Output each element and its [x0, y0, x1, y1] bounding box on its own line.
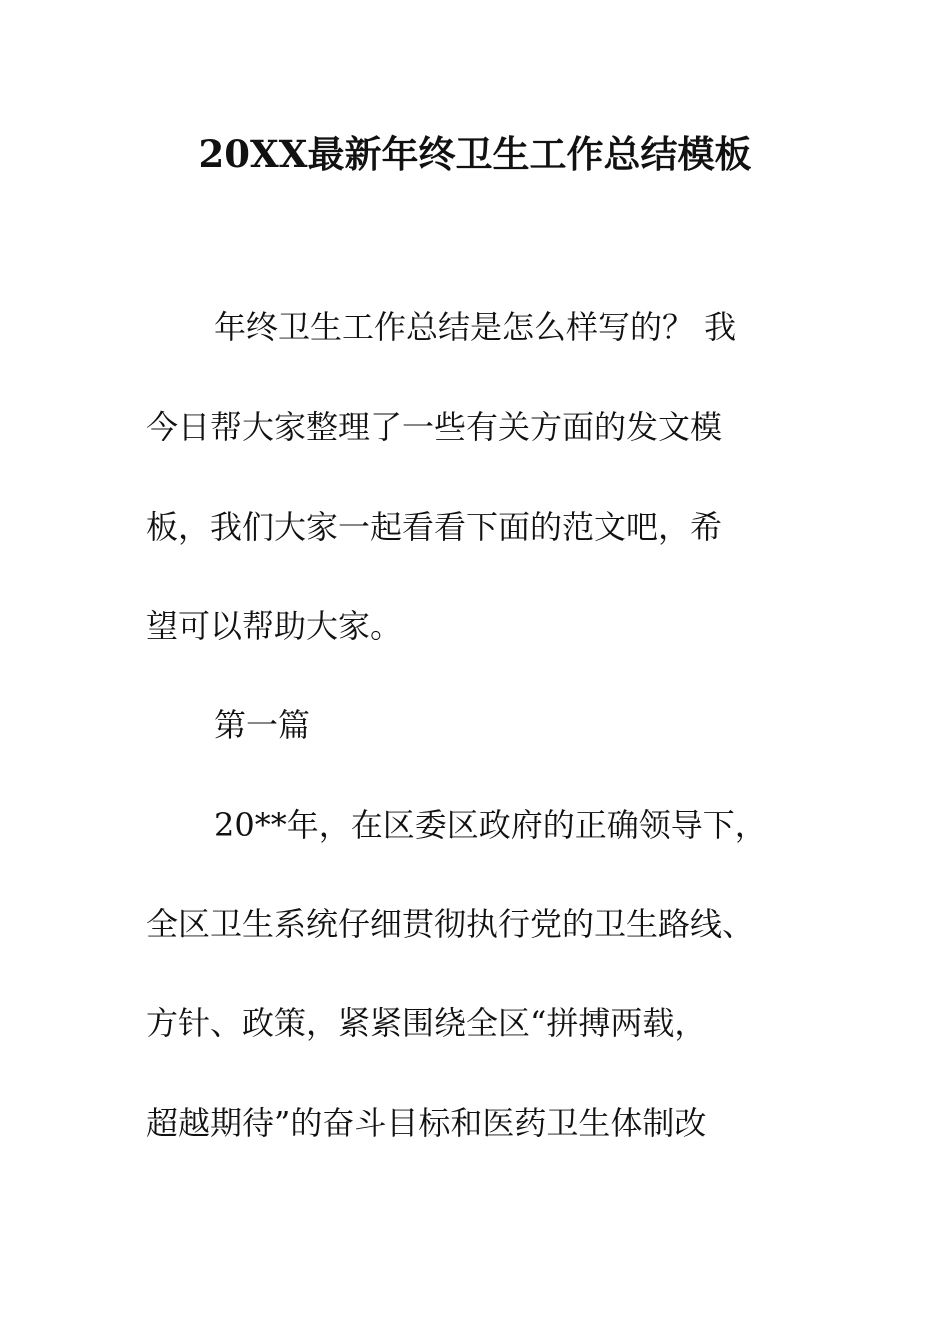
paragraph-line: 超越期待”的奋斗目标和医药卫生体制改 — [146, 1104, 707, 1142]
paragraph-line: 板，我们大家一起看看下面的范文吧，希 — [146, 508, 723, 546]
paragraph-line: 方针、政策，紧紧围绕全区“拼搏两载， — [146, 1004, 707, 1042]
paragraph-line: 全区卫生系统仔细贯彻执行党的卫生路线、 — [146, 905, 755, 943]
paragraph-line: 今日帮大家整理了一些有关方面的发文模 — [146, 408, 723, 446]
paragraph-line: 20**年，在区委区政府的正确领导下， — [214, 806, 767, 844]
document-title: 20XX最新年终卫生工作总结模板 — [198, 132, 752, 176]
paragraph-line: 望可以帮助大家。 — [146, 607, 403, 645]
paragraph-line: 年终卫生工作总结是怎么样写的？ 我 — [214, 308, 737, 346]
section-heading: 第一篇 — [214, 706, 311, 744]
